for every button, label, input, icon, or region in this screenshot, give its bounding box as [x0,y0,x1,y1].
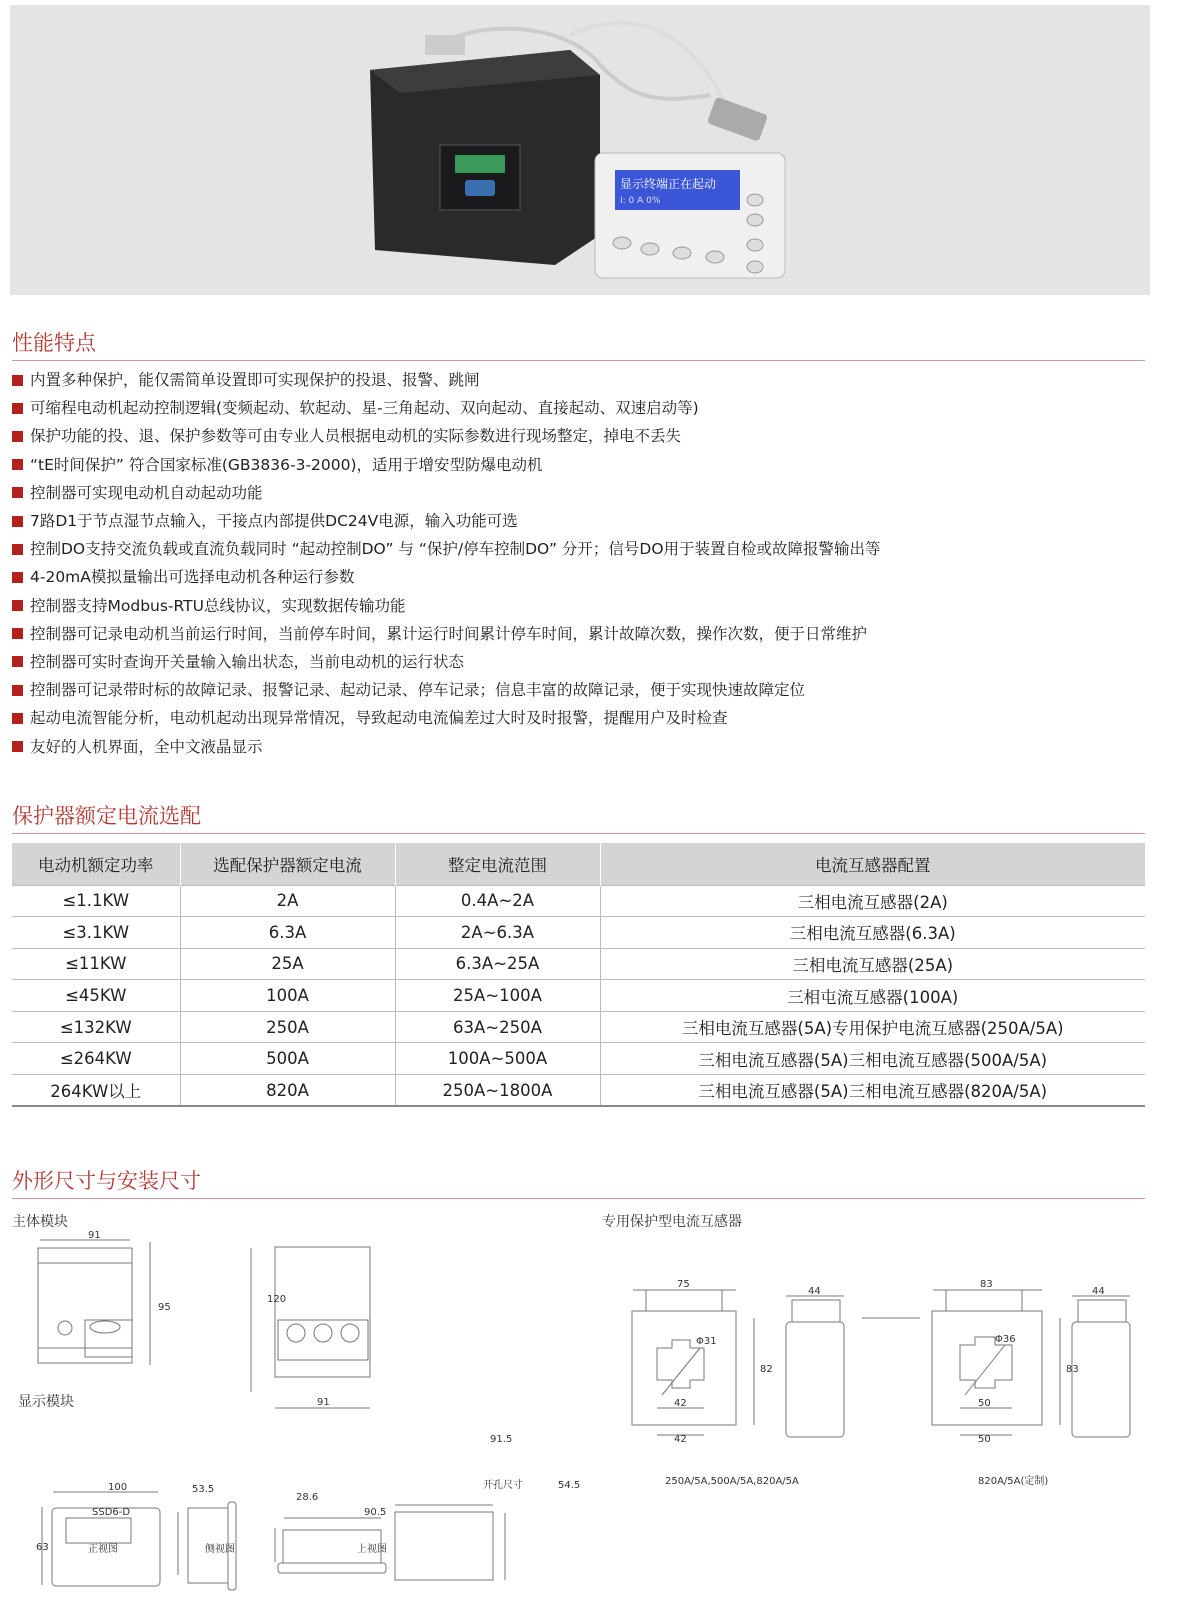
bullet-square-icon [12,431,23,442]
product-photo [10,5,1150,295]
ct1-inner: 42 [674,1398,687,1409]
table-cell: 三相电流互感器(6.3A) [600,917,1145,949]
feature-text: 控制器可实时查询开关量输入输出状态，当前电动机的运行状态 [30,652,465,671]
top-view-label: 上视图 [357,1544,387,1555]
table-cell: ≤45KW [12,980,180,1012]
table-row [12,1075,1145,1107]
table-cell: ≤11KW [12,948,180,980]
ct-title: 专用保护型电流互感器 [602,1214,742,1230]
bullet-square-icon [12,572,23,583]
dim-top-w: 90.5 [364,1507,387,1518]
table-cell: 2A [180,885,395,917]
table-cell: ≤1.1KW [12,885,180,917]
table-cell: 500A [180,1043,395,1075]
bullet-square-icon [12,544,23,555]
bullet-square-icon [12,403,23,414]
section-title-dims: 外形尺寸与安装尺寸 [12,1165,1145,1199]
table-row [12,1043,1145,1075]
table-cell: 三相电流互感器(25A) [600,948,1145,980]
feature-item [12,620,881,648]
table-cell: 100A [180,980,395,1012]
dim-display-h: 63 [36,1542,49,1553]
table-cell: 三相电流互感器(5A)三相电流互感器(820A/5A) [600,1075,1145,1107]
ct1-hole: Φ31 [696,1336,717,1347]
bullet-square-icon [12,628,23,639]
cutout-label: 开孔尺寸 [483,1480,523,1491]
feature-text: 控制器可实现电动机自动起动功能 [30,483,263,502]
feature-item [12,535,881,563]
side-view-label: 侧视图 [205,1544,235,1555]
ct1-height: 82 [760,1364,773,1375]
feature-item [12,479,881,507]
dim-side-w: 91 [317,1397,330,1408]
feature-item [12,563,881,591]
dim-main-w: 91 [88,1230,101,1241]
feature-text: 控制器支持Modbus-RTU总线协议，实现数据传输功能 [30,596,406,615]
bullet-square-icon [12,656,23,667]
feature-item [12,451,881,479]
table-cell: ≤132KW [12,1011,180,1043]
ct2-width: 83 [980,1279,993,1290]
ct1-base: 42 [674,1434,687,1445]
table-cell: 三相电流互感器(5A)三相电流互感器(500A/5A) [600,1043,1145,1075]
dim-display-w: 100 [108,1482,128,1493]
feature-item [12,648,881,676]
table-cell: 25A~100A [395,980,600,1012]
bullet-square-icon [12,375,23,386]
ct2-hole: Φ36 [995,1334,1016,1345]
main-module-label: 主体模块 [12,1214,68,1230]
section-title-features: 性能特点 [12,327,1145,361]
ct2-inner: 50 [978,1398,991,1409]
ct2-caption: 820A/5A(定制) [978,1476,1049,1487]
current-selection-table [12,843,1145,1107]
bullet-square-icon [12,741,23,752]
feature-item [12,366,881,394]
dim-cut-h: 54.5 [558,1480,581,1491]
table-cell: 三相电流互感器(5A)专用保护电流互感器(250A/5A) [600,1011,1145,1043]
bullet-square-icon [12,685,23,696]
table-cell: 6.3A~25A [395,948,600,980]
feature-text: 4-20mA模拟量输出可选择电动机各种运行参数 [30,568,355,587]
feature-item [12,704,881,732]
table-cell: ≤264KW [12,1043,180,1075]
display-module-label: 显示模块 [18,1394,74,1410]
table-cell: 63A~250A [395,1011,600,1043]
table-cell: 820A [180,1075,395,1107]
table-row [12,1011,1145,1043]
dim-side-h: 120 [267,1294,287,1305]
feature-text: “tE时间保护” 符合国家标准(GB3836-3-2000)，适用于增安型防爆电动机 [30,455,543,474]
feature-text: 友好的人机界面，全中文液晶显示 [30,737,263,756]
feature-text: 起动电流智能分析，电动机起动出现异常情况，导致起动电流偏差过大时及时报警，提醒用户及时检查 [30,709,728,728]
table-cell: 264KW以上 [12,1075,180,1107]
table-cell: 三相电流互感器(2A) [600,885,1145,917]
col-header: 电动机额定功率 [12,843,180,885]
feature-item [12,732,881,760]
front-view-label: 正视图 [88,1544,118,1555]
bullet-square-icon [12,459,23,470]
lcd-line1: 显示终端正在起动 [620,177,717,191]
table-cell: 0.4A~2A [395,885,600,917]
feature-item [12,507,881,535]
table-cell: 25A [180,948,395,980]
bullet-square-icon [12,516,23,527]
display-model: SSD6-D [92,1507,131,1518]
section-title-current: 保护器额定电流选配 [12,800,1145,834]
feature-text: 控制DO支持交流负载或直流负载同时 “起动控制DO” 与 “保护/停车控制DO” 分开；信号DO用于装置自检或故障报警输出等 [30,540,881,559]
dim-top-h: 28.6 [296,1492,319,1503]
feature-item [12,676,881,704]
dim-display-side-h: 53.5 [192,1484,215,1495]
table-cell: 100A~500A [395,1043,600,1075]
feature-text: 7路D1于节点湿节点输入，干接点内部提供DC24V电源，输入功能可选 [30,512,518,531]
feature-list [12,366,881,761]
feature-item [12,422,881,450]
ct2-height: 83 [1066,1364,1079,1375]
feature-text: 控制器可记录带时标的故障记录、报警记录、起动记录、停车记录；信息丰富的故障记录，便于实现快速故障定位 [30,681,806,700]
table-row [12,948,1145,980]
bullet-square-icon [12,487,23,498]
feature-text: 可缩程电动机起动控制逻辑(变频起动、软起动、星-三角起动、双向起动、直接起动、双速启动等) [30,399,699,418]
table-row [12,917,1145,949]
table-cell: 6.3A [180,917,395,949]
table-cell: ≤3.1KW [12,917,180,949]
table-row [12,885,1145,917]
table-cell: 三相屯流互感器(100A) [600,980,1145,1012]
col-header: 电流互感器配置 [600,843,1145,885]
dimension-drawings [0,1230,1185,1600]
ct2-base: 50 [978,1434,991,1445]
feature-item [12,592,881,620]
col-header: 选配保护器额定电流 [180,843,395,885]
feature-text: 保护功能的投、退、保护参数等可由专业人员根据电动机的实际参数进行现场整定，掉电不丢失 [30,427,682,446]
table-cell: 250A~1800A [395,1075,600,1107]
lcd-line2: I: 0 A 0% [620,196,661,206]
feature-text: 内置多种保护，能仅需简单设置即可实现保护的投退、报警、跳闸 [30,371,480,390]
bullet-square-icon [12,713,23,724]
bullet-square-icon [12,600,23,611]
ct1-width: 75 [677,1279,690,1290]
col-header: 整定电流范围 [395,843,600,885]
ct1-depth: 44 [808,1286,821,1297]
table-cell: 250A [180,1011,395,1043]
device-illustration [10,5,1150,295]
dim-cut-w: 91.5 [490,1434,513,1445]
table-row [12,980,1145,1012]
ct2-depth: 44 [1092,1286,1105,1297]
ct1-caption: 250A/5A,500A/5A,820A/5A [665,1476,799,1487]
feature-item [12,394,881,422]
dim-main-h: 95 [158,1302,171,1313]
feature-text: 控制器可记录电动机当前运行时间，当前停车时间，累计运行时间累计停车时间，累计故障次数，操作次数，便于日常维护 [30,624,868,643]
table-cell: 2A~6.3A [395,917,600,949]
